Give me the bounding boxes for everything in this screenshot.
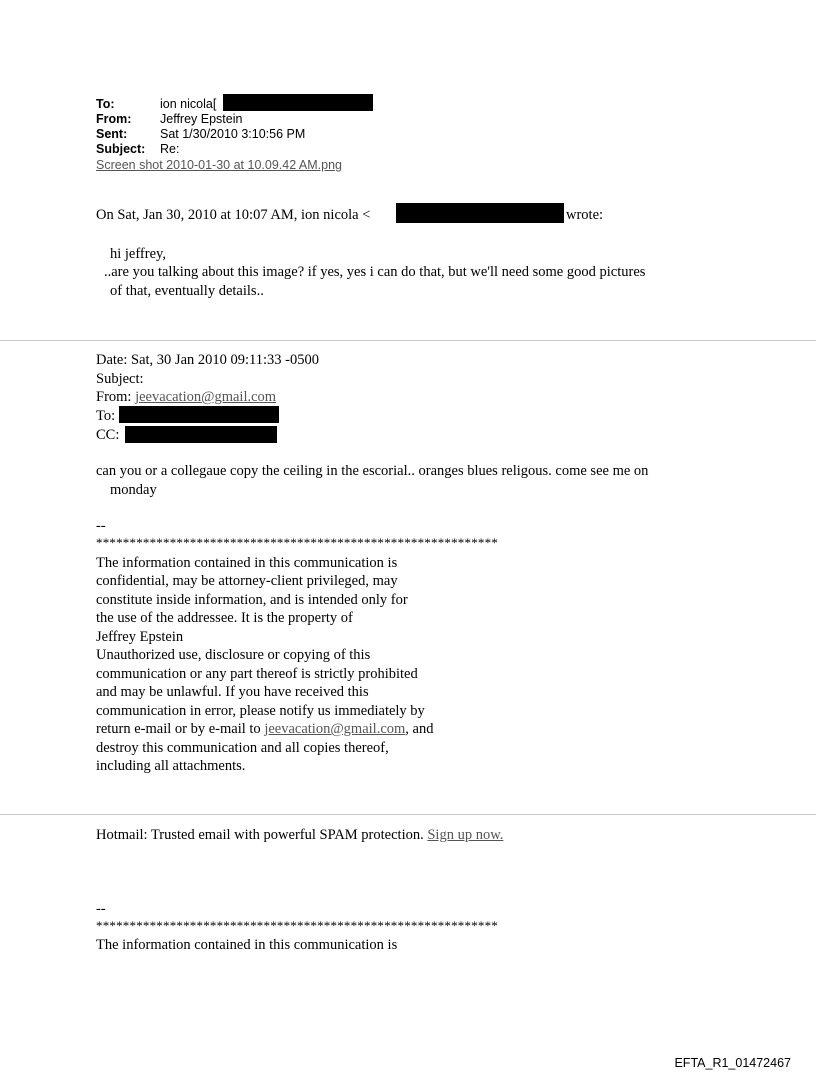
sent-label: Sent: xyxy=(96,127,128,141)
signature-line: and may be unlawful. If you have received this xyxy=(96,684,369,700)
redaction-bar xyxy=(119,406,279,423)
signature-email-link[interactable]: jeevacation@gmail.com xyxy=(264,721,406,737)
original-body: monday xyxy=(110,482,157,498)
signature-line: Jeffrey Epstein xyxy=(96,629,184,645)
from-label: From: xyxy=(96,112,132,126)
signup-link[interactable]: Sign up now. xyxy=(427,827,504,843)
original-from-label: From: xyxy=(96,389,136,405)
original-body: can you or a collegaue copy the ceiling in the escorial.. oranges blues religous. come see me on xyxy=(96,463,649,479)
reply-intro-suffix: wrote: xyxy=(566,207,604,223)
signature-line: including all attachments. xyxy=(96,758,246,774)
signature-line: destroy this communication and all copies thereof, xyxy=(96,740,389,756)
divider xyxy=(0,340,816,341)
signature-dashes: -- xyxy=(96,518,106,534)
signature2-dashes: -- xyxy=(96,901,106,917)
signature-line: communication in error, please notify us immediately by xyxy=(96,703,425,719)
signature-line: Unauthorized use, disclosure or copying of this xyxy=(96,647,371,663)
from-email-link[interactable]: jeevacation@gmail.com xyxy=(135,389,277,405)
signature2-line: The information contained in this communication is xyxy=(96,937,398,953)
redaction-bar xyxy=(223,94,373,111)
signature-line: the use of the addressee. It is the property of xyxy=(96,610,353,626)
signature-stars: ************************************************************ xyxy=(96,535,498,550)
reply-line: ..are you talking about this image? if yes, yes i can do that, but we'll need some good pictures xyxy=(104,264,646,280)
original-date: Date: Sat, 30 Jan 2010 09:11:33 -0500 xyxy=(96,352,319,368)
to-value: ion nicola[ xyxy=(160,97,217,111)
document-id: EFTA_R1_01472467 xyxy=(674,1056,791,1070)
from-value: Jeffrey Epstein xyxy=(160,112,243,126)
hotmail-text: Hotmail: Trusted email with powerful SPAM protection. xyxy=(96,827,428,843)
signature-email-line xyxy=(96,720,433,739)
signature-email-suffix: , and xyxy=(405,721,434,737)
sent-value: Sat 1/30/2010 3:10:56 PM xyxy=(160,127,306,141)
original-subject: Subject: xyxy=(96,371,144,387)
attachment-link[interactable]: Screen shot 2010-01-30 at 10.09.42 AM.png xyxy=(96,158,343,172)
signature-email-prefix: return e-mail or by e-mail to xyxy=(96,721,265,737)
reply-line: hi jeffrey, xyxy=(110,246,166,262)
signature-line: confidential, may be attorney-client privileged, may xyxy=(96,573,398,589)
reply-intro-prefix: On Sat, Jan 30, 2010 at 10:07 AM, ion nicola < xyxy=(96,207,371,223)
hotmail-line xyxy=(96,826,503,845)
signature-line: constitute inside information, and is intended only for xyxy=(96,592,408,608)
signature-line: The information contained in this communication is xyxy=(96,555,398,571)
subject-label: Subject: xyxy=(96,142,146,156)
to-label: To: xyxy=(96,97,115,111)
divider xyxy=(0,814,816,815)
original-cc-label: CC: xyxy=(96,427,120,443)
subject-value: Re: xyxy=(160,142,180,156)
redaction-bar xyxy=(396,203,564,223)
signature2-stars: ************************************************************ xyxy=(96,918,498,933)
reply-line: of that, eventually details.. xyxy=(110,283,264,299)
signature-line: communication or any part thereof is strictly prohibited xyxy=(96,666,418,682)
original-from xyxy=(96,388,276,407)
redaction-bar xyxy=(125,426,277,443)
original-to-label: To: xyxy=(96,408,116,424)
